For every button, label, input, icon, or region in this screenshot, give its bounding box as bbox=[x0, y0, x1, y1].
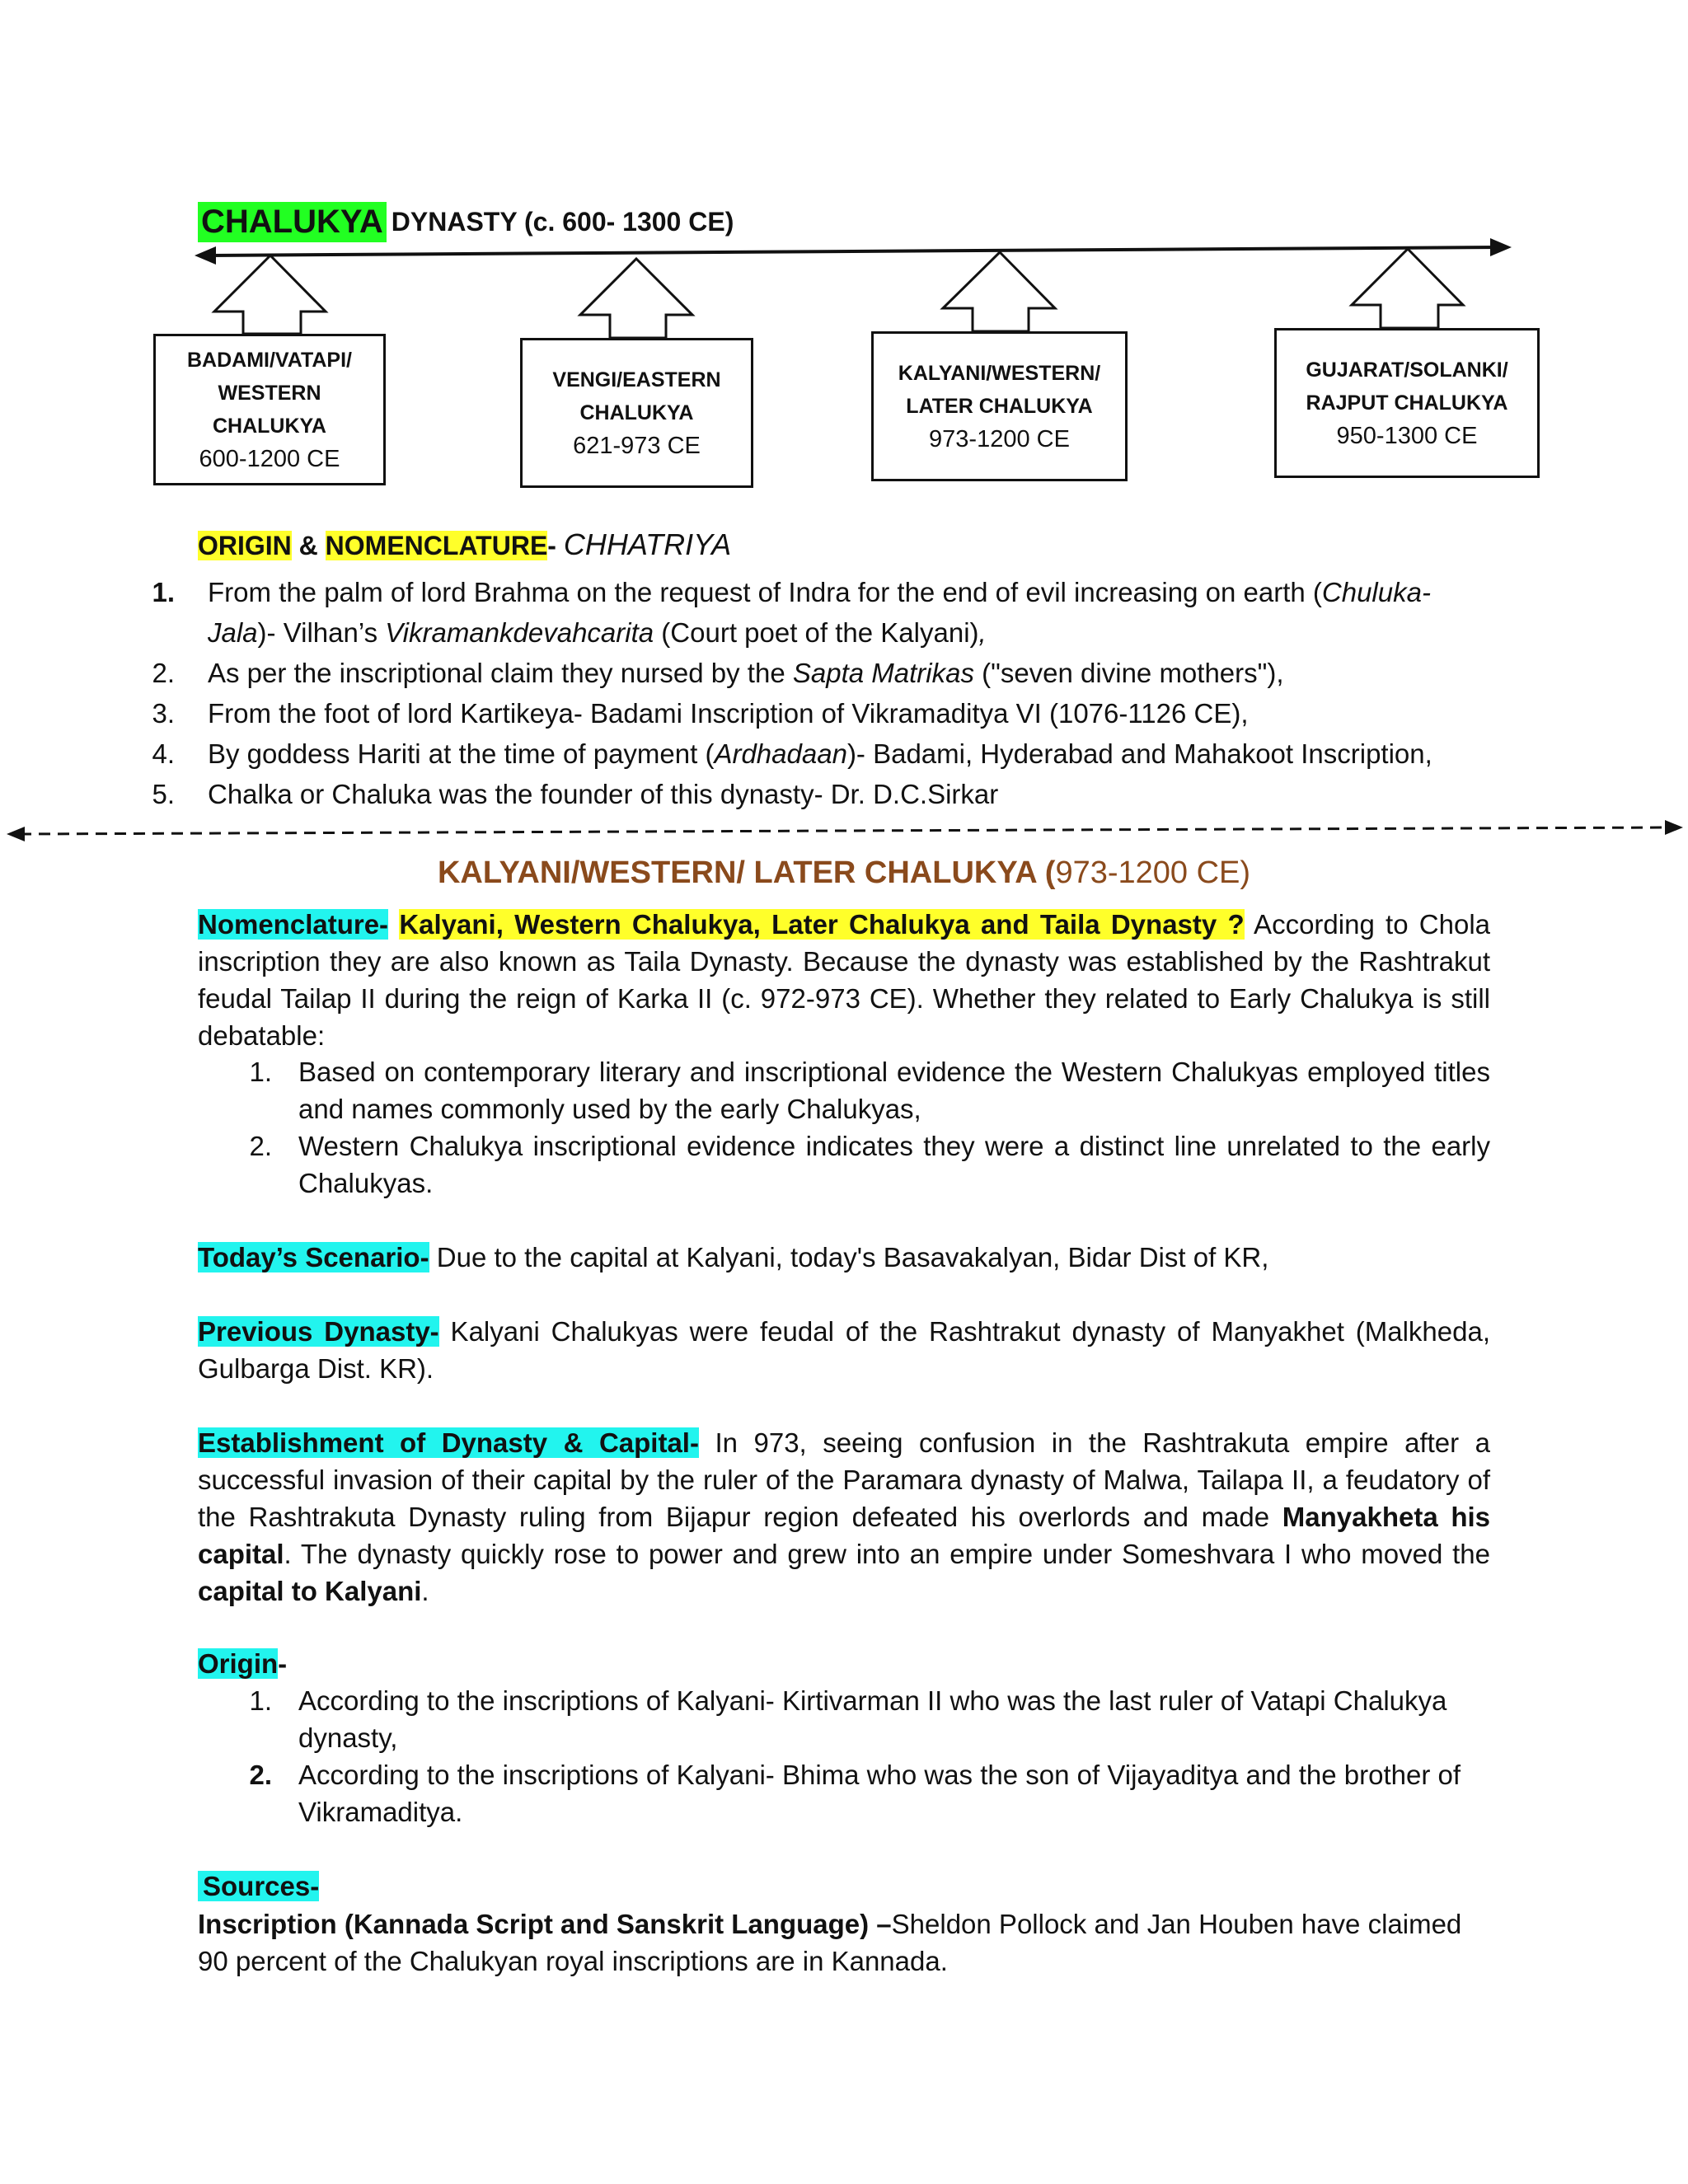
nomenclature-label: NOMENCLATURE bbox=[325, 531, 548, 560]
list-number: 3. bbox=[152, 698, 175, 729]
branch-years: 950-1300 CE bbox=[1336, 423, 1478, 449]
list-number: 2. bbox=[249, 1760, 272, 1790]
scenario-text: Due to the capital at Kalyani, today's Basavakalyan, Bidar Dist of KR, bbox=[429, 1242, 1269, 1272]
sources-text: Sheldon Pollock and Jan Houben have claimed 90 percent of the Chalukyan royal inscriptions are in Kannada. bbox=[198, 1909, 1462, 1976]
text-run: As per the inscriptional claim they nursed by the bbox=[208, 658, 793, 688]
previous-text: Kalyani Chalukyas were feudal of the Rashtrakut dynasty of Manyakhet (Malkheda, Gulbarga Dist. KR). bbox=[198, 1316, 1491, 1384]
list-number: 2. bbox=[152, 658, 175, 688]
origin-tail: CHHATRIYA bbox=[563, 527, 732, 561]
origin2-heading bbox=[198, 1645, 1490, 1682]
text-run: In 973, seeing confusion in the Rashtrakuta empire after a successful invasion of their capital by the ruler of the Paramara dynasty of Malwa, Tailapa II, a feudatory of the Rashtrakuta Dynasty ruling from Bijapur region defeated his overlords and made bbox=[198, 1427, 1490, 1532]
text-run: (Court poet of the Kalyani) bbox=[654, 617, 979, 648]
branch-box-badami bbox=[153, 334, 386, 485]
branch-name-line: RAJPUT CHALUKYA bbox=[1306, 391, 1508, 415]
branch-box-kalyani bbox=[871, 331, 1128, 481]
sources-paragraph bbox=[198, 1905, 1490, 1980]
timeline-title-highlight: CHALUKYA bbox=[198, 202, 387, 242]
text-run: Ardhadaan bbox=[714, 738, 847, 769]
text-run: capital to Kalyani bbox=[198, 1576, 422, 1606]
list-number: 1. bbox=[249, 1685, 272, 1716]
branch-box-vengi bbox=[520, 338, 753, 488]
text-run: Chalka or Chaluka was the founder of this dynasty- Dr. D.C.Sirkar bbox=[208, 779, 999, 809]
branch-box-gujarat bbox=[1274, 328, 1540, 478]
timeline-left-arrowhead bbox=[195, 246, 216, 265]
origin-label: ORIGIN bbox=[198, 531, 292, 560]
list-item bbox=[152, 693, 1475, 733]
sources-heading bbox=[198, 1868, 1490, 1905]
origin2-list bbox=[247, 1682, 1490, 1830]
section-divider bbox=[0, 816, 1688, 844]
divider-left-arrowhead bbox=[7, 827, 25, 841]
text-run: By goddess Hariti at the time of payment ( bbox=[208, 738, 715, 769]
text-run: Vikramankdevahcarita bbox=[385, 617, 654, 648]
nomenclature-text: According to Chola inscription they are also known as Taila Dynasty. Because the dynasty was established by the Rashtrakut feudal Tailap II during the reign of Karka II (c. 972-973 CE). Whether they related to Early Chalukya is still debatable: bbox=[198, 909, 1491, 1051]
previous-paragraph bbox=[198, 1313, 1490, 1387]
text-run: . The dynasty quickly rose to power and grew into an empire under Someshvara I who moved the bbox=[284, 1539, 1490, 1569]
establishment-label: Establishment of Dynasty & Capital- bbox=[198, 1427, 699, 1458]
text-run: ("seven divine mothers"), bbox=[973, 658, 1284, 688]
origin-heading bbox=[198, 527, 731, 562]
text-run: Manyakheta his capital bbox=[198, 1502, 1490, 1569]
text-run: , bbox=[978, 617, 987, 648]
origin-dash: - bbox=[547, 531, 556, 560]
timeline-right-arrowhead bbox=[1490, 238, 1512, 256]
list-number: 4. bbox=[152, 738, 175, 769]
text-run: Chuluka-Jala bbox=[208, 577, 1431, 648]
text-run: Based on contemporary literary and inscriptional evidence the Western Chalukyas employed titles and names commonly used by the early Chalukyas, bbox=[298, 1057, 1490, 1124]
branch-years: 600-1200 CE bbox=[199, 446, 340, 472]
previous-label: Previous Dynasty- bbox=[198, 1316, 439, 1347]
scenario-label: Today’s Scenario- bbox=[198, 1242, 429, 1272]
branch-name-line: KALYANI/WESTERN/ bbox=[898, 362, 1101, 385]
section-title-years: 973-1200 CE) bbox=[1055, 855, 1251, 890]
branch-years: 621-973 CE bbox=[573, 433, 701, 459]
branch-arrow-kalyani bbox=[943, 252, 1055, 331]
origin2-label: Origin bbox=[198, 1648, 279, 1679]
list-number: 2. bbox=[249, 1131, 272, 1161]
list-item bbox=[247, 1756, 1490, 1830]
text-run: Sapta Matrikas bbox=[792, 658, 974, 688]
list-number: 1. bbox=[249, 1057, 272, 1087]
branch-years: 973-1200 CE bbox=[929, 426, 1070, 452]
nomenclature-label: Nomenclature- bbox=[198, 909, 389, 940]
establishment-paragraph bbox=[198, 1424, 1490, 1610]
list-item bbox=[152, 653, 1475, 693]
timeline-title-rest: DYNASTY (c. 600- 1300 CE) bbox=[391, 206, 734, 237]
sources-label: Sources- bbox=[198, 1871, 319, 1901]
branch-arrow-badami bbox=[214, 255, 326, 334]
divider-line bbox=[20, 827, 1670, 834]
sources-bold: Inscription (Kannada Script and Sanskrit Language) – bbox=[198, 1909, 892, 1939]
branch-arrow-vengi bbox=[580, 259, 692, 338]
text-run: From the foot of lord Kartikeya- Badami Inscription of Vikramaditya VI (1076-1126 CE), bbox=[208, 698, 1249, 729]
text-run: Western Chalukya inscriptional evidence indicates they were a distinct line unrelated to the early Chalukyas. bbox=[298, 1131, 1490, 1198]
origin-amp: & bbox=[298, 531, 318, 560]
branch-name-line: GUJARAT/SOLANKI/ bbox=[1306, 359, 1508, 382]
nomenclature-list bbox=[247, 1053, 1490, 1202]
text-run: According to the inscriptions of Kalyani- Bhima who was the son of Vijayaditya and the brother of Vikramaditya. bbox=[298, 1760, 1461, 1827]
section-title bbox=[0, 855, 1688, 891]
timeline-axis bbox=[206, 247, 1500, 255]
branch-name-line: VENGI/EASTERN bbox=[552, 368, 721, 391]
origin2-dash: - bbox=[278, 1648, 288, 1679]
branch-name-line: WESTERN bbox=[218, 382, 321, 405]
list-item bbox=[152, 733, 1475, 774]
text-run: )- Badami, Hyderabad and Mahakoot Inscription, bbox=[846, 738, 1432, 769]
nomenclature-paragraph bbox=[198, 906, 1490, 1054]
branch-name-line: CHALUKYA bbox=[213, 415, 326, 438]
list-number: 5. bbox=[152, 779, 175, 809]
nomenclature-names: Kalyani, Western Chalukya, Later Chalukya and Taila Dynasty ? bbox=[399, 909, 1245, 940]
list-number: 1. bbox=[152, 577, 175, 607]
list-item bbox=[152, 774, 1475, 814]
list-item bbox=[152, 572, 1475, 653]
text-run: . bbox=[421, 1576, 429, 1606]
branch-name-line: CHALUKYA bbox=[579, 401, 694, 424]
list-item bbox=[247, 1127, 1490, 1202]
text-run: According to the inscriptions of Kalyani- Kirtivarman II who was the last ruler of Vatapi Chalukya dynasty, bbox=[298, 1685, 1447, 1753]
list-item bbox=[247, 1682, 1490, 1756]
text-run: From the palm of lord Brahma on the request of Indra for the end of evil increasing on earth ( bbox=[208, 577, 1322, 607]
origin-list bbox=[152, 572, 1475, 814]
list-item bbox=[247, 1053, 1490, 1127]
branch-arrow-gujarat bbox=[1352, 249, 1463, 328]
text-run: )- Vilhan’s bbox=[257, 617, 386, 648]
branch-name-line: BADAMI/VATAPI/ bbox=[187, 349, 352, 372]
scenario-paragraph bbox=[198, 1239, 1490, 1276]
divider-right-arrowhead bbox=[1665, 820, 1683, 835]
branch-name-line: LATER CHALUKYA bbox=[906, 395, 1093, 418]
section-title-main: KALYANI/WESTERN/ LATER CHALUKYA ( bbox=[437, 855, 1056, 890]
